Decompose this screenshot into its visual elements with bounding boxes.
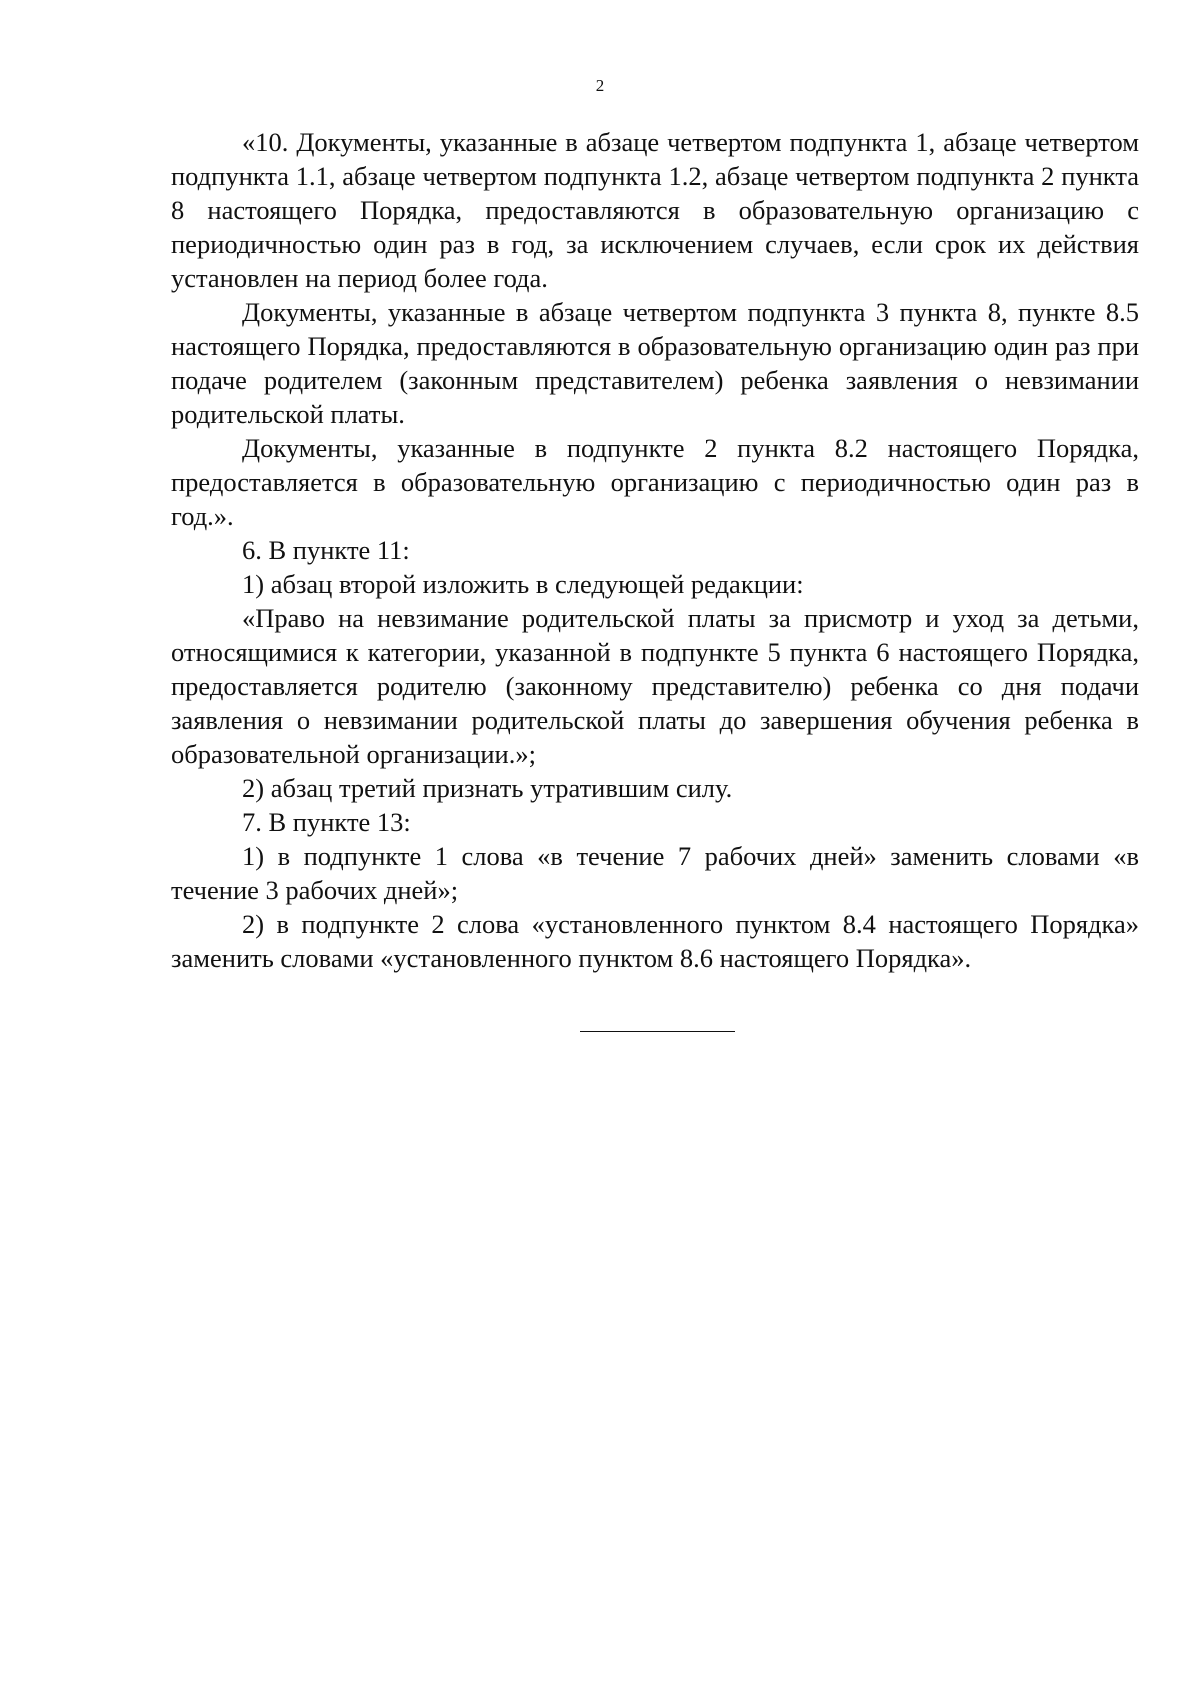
- document-body: [171, 125, 1139, 975]
- paragraph-item-6-sub-2: 2) абзац третий признать утратившим силу.: [242, 773, 733, 803]
- paragraph-item-6-sub-1: 1) абзац второй изложить в следующей редакции:: [242, 569, 804, 599]
- paragraph-documents-8-5: Документы, указанные в абзаце четвертом подпункта 3 пункта 8, пункте 8.5 настоящего Порядка, предоставляются в образовательную организацию один раз при подаче родителем (законным представителем) ребенка заявления о невзимании родительской платы.: [171, 297, 1139, 429]
- paragraph-item-10: «10. Документы, указанные в абзаце четвертом подпункта 1, абзаце четвертом подпункта 1.1, абзаце четвертом подпункта 1.2, абзаце четвертом подпункта 2 пункта 8 настоящего Порядка, предоставляются в образовательную организацию с периодичностью один раз в год, за исключением случаев, если срок их действия установлен на период более года.: [171, 127, 1139, 293]
- paragraph-item-7-sub-2: 2) в подпункте 2 слова «установленного пунктом 8.4 настоящего Порядка» заменить словами «установленного пунктом 8.6 настоящего Порядка».: [171, 909, 1139, 973]
- paragraph-item-7-sub-1: 1) в подпункте 1 слова «в течение 7 рабочих дней» заменить словами «в течение 3 рабочих дней»;: [171, 841, 1139, 905]
- paragraph-documents-8-2: Документы, указанные в подпункте 2 пункта 8.2 настоящего Порядка, предоставляется в образовательную организацию с периодичностью один раз в год.».: [171, 433, 1139, 531]
- end-of-text-rule: [580, 1031, 735, 1032]
- paragraph-new-wording: «Право на невзимание родительской платы за присмотр и уход за детьми, относящимися к категории, указанной в подпункте 5 пункта 6 настоящего Порядка, предоставляется родителю (законному представителю) ребенка со дня подачи заявления о невзимании родительской платы до завершения обучения ребенка в образовательной организации.»;: [171, 603, 1139, 769]
- page-number: 2: [595, 76, 605, 95]
- paragraph-item-7-heading: 7. В пункте 13:: [242, 807, 411, 837]
- paragraph-item-6-heading: 6. В пункте 11:: [242, 535, 410, 565]
